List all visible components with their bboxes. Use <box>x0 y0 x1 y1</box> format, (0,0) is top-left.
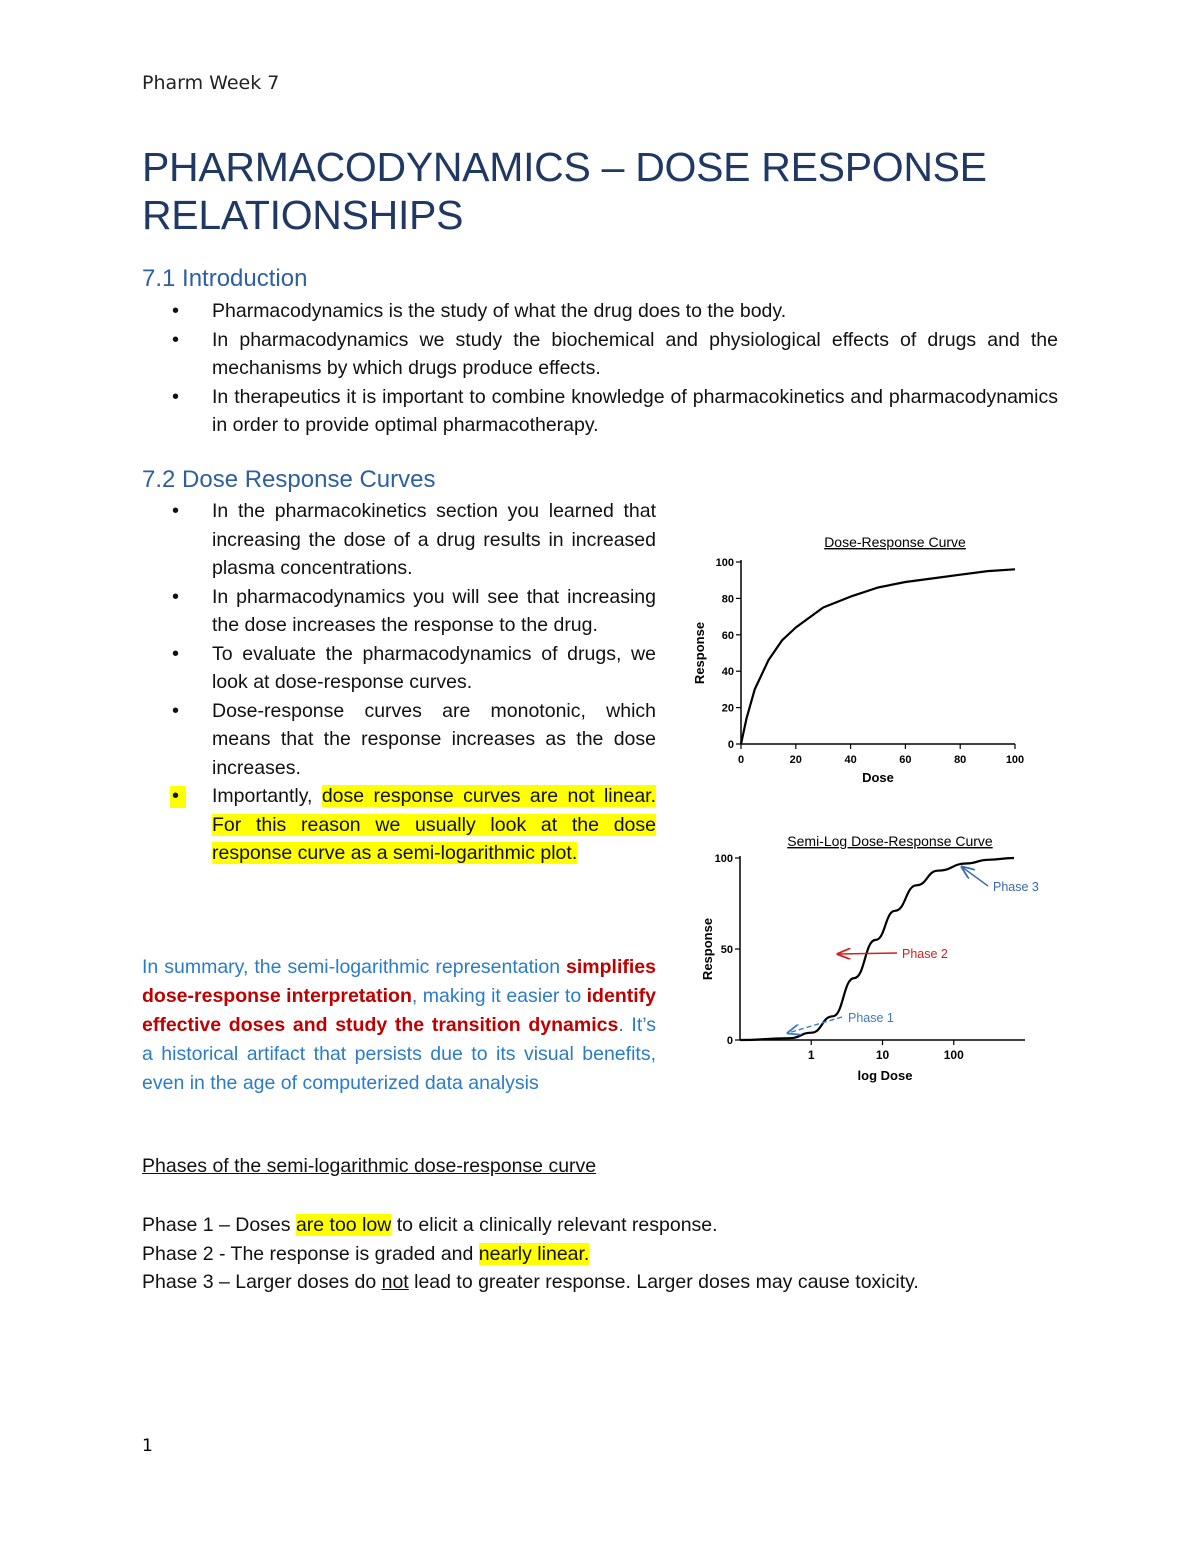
y-tick-label: 100 <box>714 853 733 865</box>
emphasis-text: simplifies dose-response interpretation <box>142 956 656 1007</box>
y-tick-label: 0 <box>726 1035 733 1047</box>
y-tick-label: 80 <box>721 593 734 606</box>
list-item: • In the pharmacokinetics section you learned that increasing the dose of a drug results in increased plasma concentrations. <box>142 497 656 583</box>
highlighted-text: dose response curves are not linear. For this reason we usually look at the dose response curve as a semi-logarithmic plot <box>212 785 656 864</box>
x-tick-label: 80 <box>954 754 967 766</box>
list-item: • To evaluate the pharmacodynamics of drugs, we look at dose-response curves. <box>142 640 656 697</box>
x-tick-label: 20 <box>789 754 802 766</box>
list-item: • In pharmacodynamics you will see that increasing the dose increases the response to the drug. <box>142 583 656 640</box>
x-axis-label: Dose <box>862 770 894 785</box>
chart-plot-area <box>700 833 1039 1083</box>
list-item: • Dose-response curves are monotonic, which means that the response increases as the dose increases. <box>142 697 656 783</box>
list-item: • In therapeutics it is important to combine knowledge of pharmacokinetics and pharmacodynamics in order to provide optimal pharmacotherapy. <box>142 383 1058 440</box>
title-line-2: RELATIONSHIPS <box>142 192 464 238</box>
dose-response-bullet-list <box>142 497 656 868</box>
x-tick-label: 100 <box>943 1048 964 1062</box>
y-axis-label: Response <box>700 917 715 981</box>
x-tick-label: 100 <box>1005 754 1025 766</box>
dose-response-chart <box>680 520 1060 800</box>
y-tick-label: 20 <box>721 702 734 715</box>
phase-1-arrow <box>788 1017 842 1033</box>
highlighted-text: nearly linear. <box>478 1242 590 1265</box>
phase-3-line: Phase 3 – Larger doses do not lead to greater response. Larger doses may cause toxicity. <box>142 1271 919 1293</box>
y-tick-label: 60 <box>721 629 734 642</box>
highlighted-text: are too low <box>295 1214 392 1236</box>
chart-plot-area <box>692 534 1024 785</box>
page-header: Pharm Week 7 <box>142 72 280 94</box>
list-item-highlighted: • Importantly, dose response curves are not linear. For this reason we usually look at the dose response curve as a semi-logarithmic plot. <box>142 782 656 868</box>
x-tick-label: 0 <box>737 754 745 766</box>
semi-log-dose-response-chart <box>680 825 1070 1100</box>
phase-1-line: Phase 1 – Doses are too low to elicit a clinically relevant response. <box>142 1214 718 1236</box>
phase-1-label: Phase 1 <box>848 1011 894 1025</box>
chart-title: Dose-Response Curve <box>824 534 966 550</box>
section-heading-introduction: 7.1 Introduction <box>142 265 308 292</box>
summary-paragraph: In summary, the semi-logarithmic representation simplifies dose-response interpretation, making it easier to identify effective doses and study the transition dynamics. It’s a historical artifact that persists due to its visual benefits, even in the age of computerized data analysis <box>142 956 656 1094</box>
x-tick-label: 10 <box>875 1048 890 1062</box>
x-tick-label: 1 <box>807 1048 815 1062</box>
page-number: 1 <box>142 1436 153 1456</box>
y-tick-label: 100 <box>715 557 734 569</box>
phases-heading: Phases of the semi-logarithmic dose-response curve <box>142 1155 597 1177</box>
list-item: • In pharmacodynamics we study the biochemical and physiological effects of drugs and the mechanisms by which drugs produce effects. <box>142 326 1058 383</box>
phase-2-label: Phase 2 <box>902 947 948 961</box>
phases-list <box>142 1211 919 1297</box>
highlighted-bullet-marker <box>170 786 186 808</box>
page-title <box>142 143 1042 239</box>
underlined-text: not <box>381 1271 409 1293</box>
x-tick-label: 60 <box>899 754 912 766</box>
introduction-bullet-list <box>142 297 1058 440</box>
y-tick-label: 0 <box>727 739 734 751</box>
series-line <box>741 569 1015 744</box>
x-tick-label: 40 <box>844 754 857 766</box>
phase-3-arrow <box>962 867 988 886</box>
x-axis-label: log Dose <box>857 1068 913 1083</box>
emphasis-text: identify effective doses and study the transition dynamics <box>142 985 656 1036</box>
chart-title: Semi-Log Dose-Response Curve <box>787 833 993 849</box>
phase-2-line: Phase 2 - The response is graded and nearly linear. <box>142 1242 590 1265</box>
phase-3-label: Phase 3 <box>993 880 1039 894</box>
y-tick-label: 50 <box>720 944 733 956</box>
section-heading-dose-response: 7.2 Dose Response Curves <box>142 466 436 493</box>
phase-2-arrow <box>838 953 897 954</box>
list-item: • Pharmacodynamics is the study of what the drug does to the body. <box>142 297 1058 326</box>
y-tick-label: 40 <box>721 666 734 679</box>
y-axis-label: Response <box>692 621 707 685</box>
title-line-1: PHARMACODYNAMICS – DOSE RESPONSE <box>142 144 987 190</box>
